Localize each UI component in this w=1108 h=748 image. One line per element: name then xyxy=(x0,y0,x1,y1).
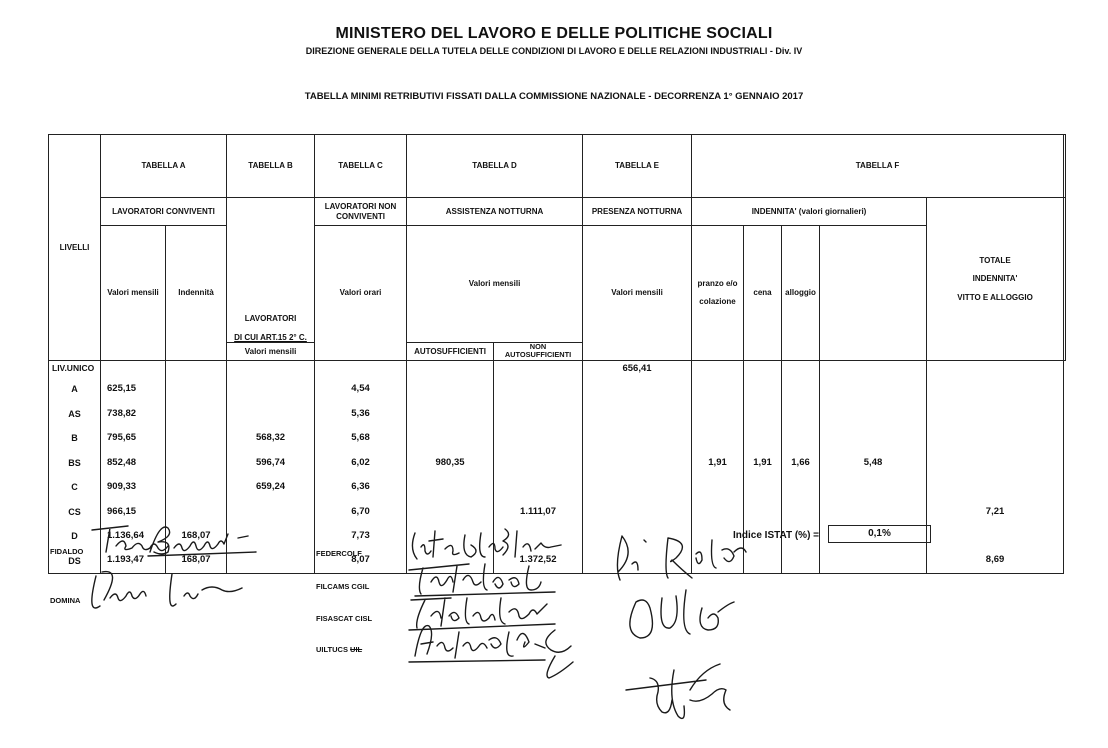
value-cell-a2 xyxy=(166,475,227,500)
value-cell-f3 xyxy=(782,500,820,525)
fidaldo-label: FIDALDO xyxy=(50,547,84,556)
tabella-e-header: TABELLA E xyxy=(583,135,692,198)
f-total-label-3: VITTO E ALLOGGIO xyxy=(957,292,1033,302)
value-cell-a1: 795,65 xyxy=(101,426,166,451)
value-cell-g xyxy=(927,475,1064,500)
value-cell-b xyxy=(227,377,315,402)
value-cell-a2 xyxy=(166,377,227,402)
ministry-title: MINISTERO DEL LAVORO E DELLE POLITICHE SOCIALI xyxy=(335,25,773,42)
value-cell-a1: 625,15 xyxy=(101,377,166,402)
value-cell-f3: 1,66 xyxy=(782,451,820,476)
value-cell-a2 xyxy=(166,451,227,476)
tabella-f-header: TABELLA F xyxy=(692,135,1064,198)
value-cell-e xyxy=(583,426,692,451)
wage-table xyxy=(48,134,1066,574)
table-row xyxy=(49,377,1066,402)
value-cell-b: 568,32 xyxy=(227,426,315,451)
value-cell-d1: 980,35 xyxy=(407,451,494,476)
right-signature-2 xyxy=(622,588,762,648)
value-cell-ft xyxy=(820,402,927,427)
domina-label: DOMINA xyxy=(50,596,81,605)
f-colazione-label: colazione xyxy=(699,297,736,307)
value-cell-b xyxy=(227,360,315,377)
tabella-c-header: TABELLA C xyxy=(315,135,407,198)
uiltucs-label xyxy=(316,645,362,654)
tabella-g-sub xyxy=(1064,198,1066,361)
value-cell-ft xyxy=(820,549,927,574)
f-total-label-2: INDENNITA' xyxy=(972,274,1018,284)
value-cell-d1 xyxy=(407,360,494,377)
value-cell-f2 xyxy=(744,360,782,377)
value-cell-f1 xyxy=(692,360,744,377)
value-cell-f1 xyxy=(692,402,744,427)
tabella-e-sub: PRESENZA NOTTURNA xyxy=(583,198,692,226)
value-cell-g: 8,69 xyxy=(927,549,1064,574)
value-cell-f1 xyxy=(692,475,744,500)
value-cell-c: 6,02 xyxy=(315,451,407,476)
tabella-b-header: TABELLA B xyxy=(227,135,315,198)
value-cell-d1 xyxy=(407,402,494,427)
domina-signature xyxy=(88,568,248,618)
tabella-d-sub: ASSISTENZA NOTTURNA xyxy=(407,198,583,226)
value-cell-c: 6,70 xyxy=(315,500,407,525)
fisascat-label: FISASCAT CISL xyxy=(316,614,373,623)
value-cell-c xyxy=(315,360,407,377)
value-cell-d1 xyxy=(407,500,494,525)
level-cell: CS xyxy=(49,500,101,525)
tabella-g-header xyxy=(1064,135,1066,198)
value-cell-f1 xyxy=(692,426,744,451)
level-cell: C xyxy=(49,475,101,500)
value-cell-f3 xyxy=(782,475,820,500)
tabella-f-sub: INDENNITA' (valori giornalieri) xyxy=(692,198,927,226)
right-signature-3 xyxy=(620,660,760,730)
value-cell-c: 7,73 xyxy=(315,524,407,549)
value-cell-ft xyxy=(820,360,927,377)
tabella-c-sub: LAVORATORI NON CONVIVENTI xyxy=(315,198,407,226)
value-cell-a1: 738,82 xyxy=(101,402,166,427)
b-sub2-label: DI CUI ART.15 2° C. xyxy=(234,332,307,342)
d-col-valori: Valori mensili xyxy=(407,226,583,343)
tabella-d-header: TABELLA D xyxy=(407,135,583,198)
value-cell-f2 xyxy=(744,475,782,500)
a-col-indennita: Indennità xyxy=(166,226,227,361)
value-cell-a2: 168,07 xyxy=(166,524,227,549)
value-cell-ft: 5,48 xyxy=(820,451,927,476)
value-cell-e xyxy=(583,402,692,427)
value-cell-f3 xyxy=(782,402,820,427)
level-cell: D xyxy=(49,524,101,549)
level-cell: LIV.UNICO xyxy=(49,360,101,377)
table-row xyxy=(49,426,1066,451)
value-cell-a2: 168,07 xyxy=(166,549,227,574)
level-cell: BS xyxy=(49,451,101,476)
value-cell-e xyxy=(583,377,692,402)
value-cell-c: 8,07 xyxy=(315,549,407,574)
value-cell-c: 5,68 xyxy=(315,426,407,451)
value-cell-g xyxy=(927,360,1064,377)
value-cell-f3 xyxy=(782,426,820,451)
tabella-a-sub: LAVORATORI CONVIVENTI xyxy=(101,198,227,226)
value-cell-f3 xyxy=(782,549,820,574)
value-cell-d2 xyxy=(494,451,583,476)
value-cell-d1 xyxy=(407,426,494,451)
value-cell-a1: 852,48 xyxy=(101,451,166,476)
value-cell-d2 xyxy=(494,475,583,500)
value-cell-d2 xyxy=(494,360,583,377)
d-col-auto: AUTOSUFFICIENTI xyxy=(407,342,494,360)
d-col-non-auto: NON AUTOSUFFICIENTI xyxy=(494,342,583,360)
value-cell-b: 596,74 xyxy=(227,451,315,476)
filcams-label: FILCAMS CGIL xyxy=(316,582,370,591)
value-cell-g xyxy=(927,377,1064,402)
value-cell-d2 xyxy=(494,377,583,402)
f-col-cena: cena xyxy=(744,226,782,361)
value-cell-e xyxy=(583,451,692,476)
b-sub-label: LAVORATORI xyxy=(244,314,297,324)
federcolf-label: FEDERCOLF xyxy=(316,549,362,558)
level-cell: AS xyxy=(49,402,101,427)
value-cell-e xyxy=(583,500,692,525)
tabella-f-total xyxy=(927,198,1064,361)
istat-value: 0,1% xyxy=(828,525,931,543)
value-cell-c: 6,36 xyxy=(315,475,407,500)
value-cell-f1: 1,91 xyxy=(692,451,744,476)
value-cell-f2 xyxy=(744,377,782,402)
directorate-title: DIREZIONE GENERALE DELLA TUTELA DELLE CONDIZIONI DI LAVORO E DELLE RELAZIONI INDUSTRIALI - Div. IV xyxy=(305,46,803,56)
value-cell-d1 xyxy=(407,377,494,402)
value-cell-d2 xyxy=(494,402,583,427)
value-cell-d2: 1.372,52 xyxy=(494,549,583,574)
value-cell-d1 xyxy=(407,475,494,500)
level-cell: DS xyxy=(49,549,101,574)
c-col-valori: Valori orari xyxy=(315,226,407,361)
right-signature-1 xyxy=(610,530,770,590)
value-cell-ft xyxy=(820,475,927,500)
table-row xyxy=(49,451,1066,476)
value-cell-f3 xyxy=(782,377,820,402)
istat-label: Indice ISTAT (%) = xyxy=(733,530,820,541)
value-cell-g xyxy=(927,524,1064,549)
value-cell-e xyxy=(583,475,692,500)
value-cell-d2 xyxy=(494,426,583,451)
level-cell: B xyxy=(49,426,101,451)
f-col-pranzo xyxy=(692,226,744,361)
value-cell-ft xyxy=(820,426,927,451)
value-cell-f2: 1,91 xyxy=(744,451,782,476)
value-cell-f2 xyxy=(744,500,782,525)
f-total-label: TOTALE xyxy=(979,255,1011,265)
value-cell-b xyxy=(227,500,315,525)
livelli-header: LIVELLI xyxy=(49,135,101,361)
table-title: TABELLA MINIMI RETRIBUTIVI FISSATI DALLA COMMISSIONE NAZIONALE - DECORRENZA 1° GENNAIO 2017 xyxy=(304,91,804,102)
value-cell-ft xyxy=(820,377,927,402)
value-cell-f1 xyxy=(692,500,744,525)
value-cell-a1: 1.136,64 xyxy=(101,524,166,549)
value-cell-c: 5,36 xyxy=(315,402,407,427)
value-cell-a1: 1.193,47 xyxy=(101,549,166,574)
uiltucs-text: UILTUCS xyxy=(316,645,348,654)
value-cell-a1: 909,33 xyxy=(101,475,166,500)
value-cell-b: 659,24 xyxy=(227,475,315,500)
value-cell-f2 xyxy=(744,426,782,451)
value-cell-ft xyxy=(820,500,927,525)
value-cell-g xyxy=(927,426,1064,451)
table-row xyxy=(49,360,1066,377)
value-cell-a2 xyxy=(166,360,227,377)
value-cell-a2 xyxy=(166,500,227,525)
level-cell: A xyxy=(49,377,101,402)
table-row xyxy=(49,402,1066,427)
fidaldo-signature xyxy=(88,522,258,562)
value-cell-e: 656,41 xyxy=(583,360,692,377)
value-cell-a1 xyxy=(101,360,166,377)
table-row xyxy=(49,475,1066,500)
f-pranzo-label: pranzo e/o xyxy=(697,279,738,289)
value-cell-g xyxy=(927,451,1064,476)
value-cell-a2 xyxy=(166,426,227,451)
uiltucs-signature xyxy=(405,622,585,682)
e-col-valori: Valori mensili xyxy=(583,226,692,361)
table-row xyxy=(49,500,1066,525)
f-col-alloggio: alloggio xyxy=(782,226,820,361)
value-cell-b xyxy=(227,402,315,427)
value-cell-g xyxy=(927,402,1064,427)
uiltucs-struck: UIL xyxy=(350,645,363,654)
value-cell-c: 4,54 xyxy=(315,377,407,402)
value-cell-a1: 966,15 xyxy=(101,500,166,525)
b-col-valori: Valori mensili xyxy=(227,342,315,360)
tabella-a-header: TABELLA A xyxy=(101,135,227,198)
tabella-b-sub xyxy=(227,198,315,343)
value-cell-f2 xyxy=(744,402,782,427)
value-cell-f3 xyxy=(782,360,820,377)
a-col-valori: Valori mensili xyxy=(101,226,166,361)
value-cell-f1 xyxy=(692,377,744,402)
value-cell-d2: 1.111,07 xyxy=(494,500,583,525)
value-cell-a2 xyxy=(166,402,227,427)
value-cell-g: 7,21 xyxy=(927,500,1064,525)
